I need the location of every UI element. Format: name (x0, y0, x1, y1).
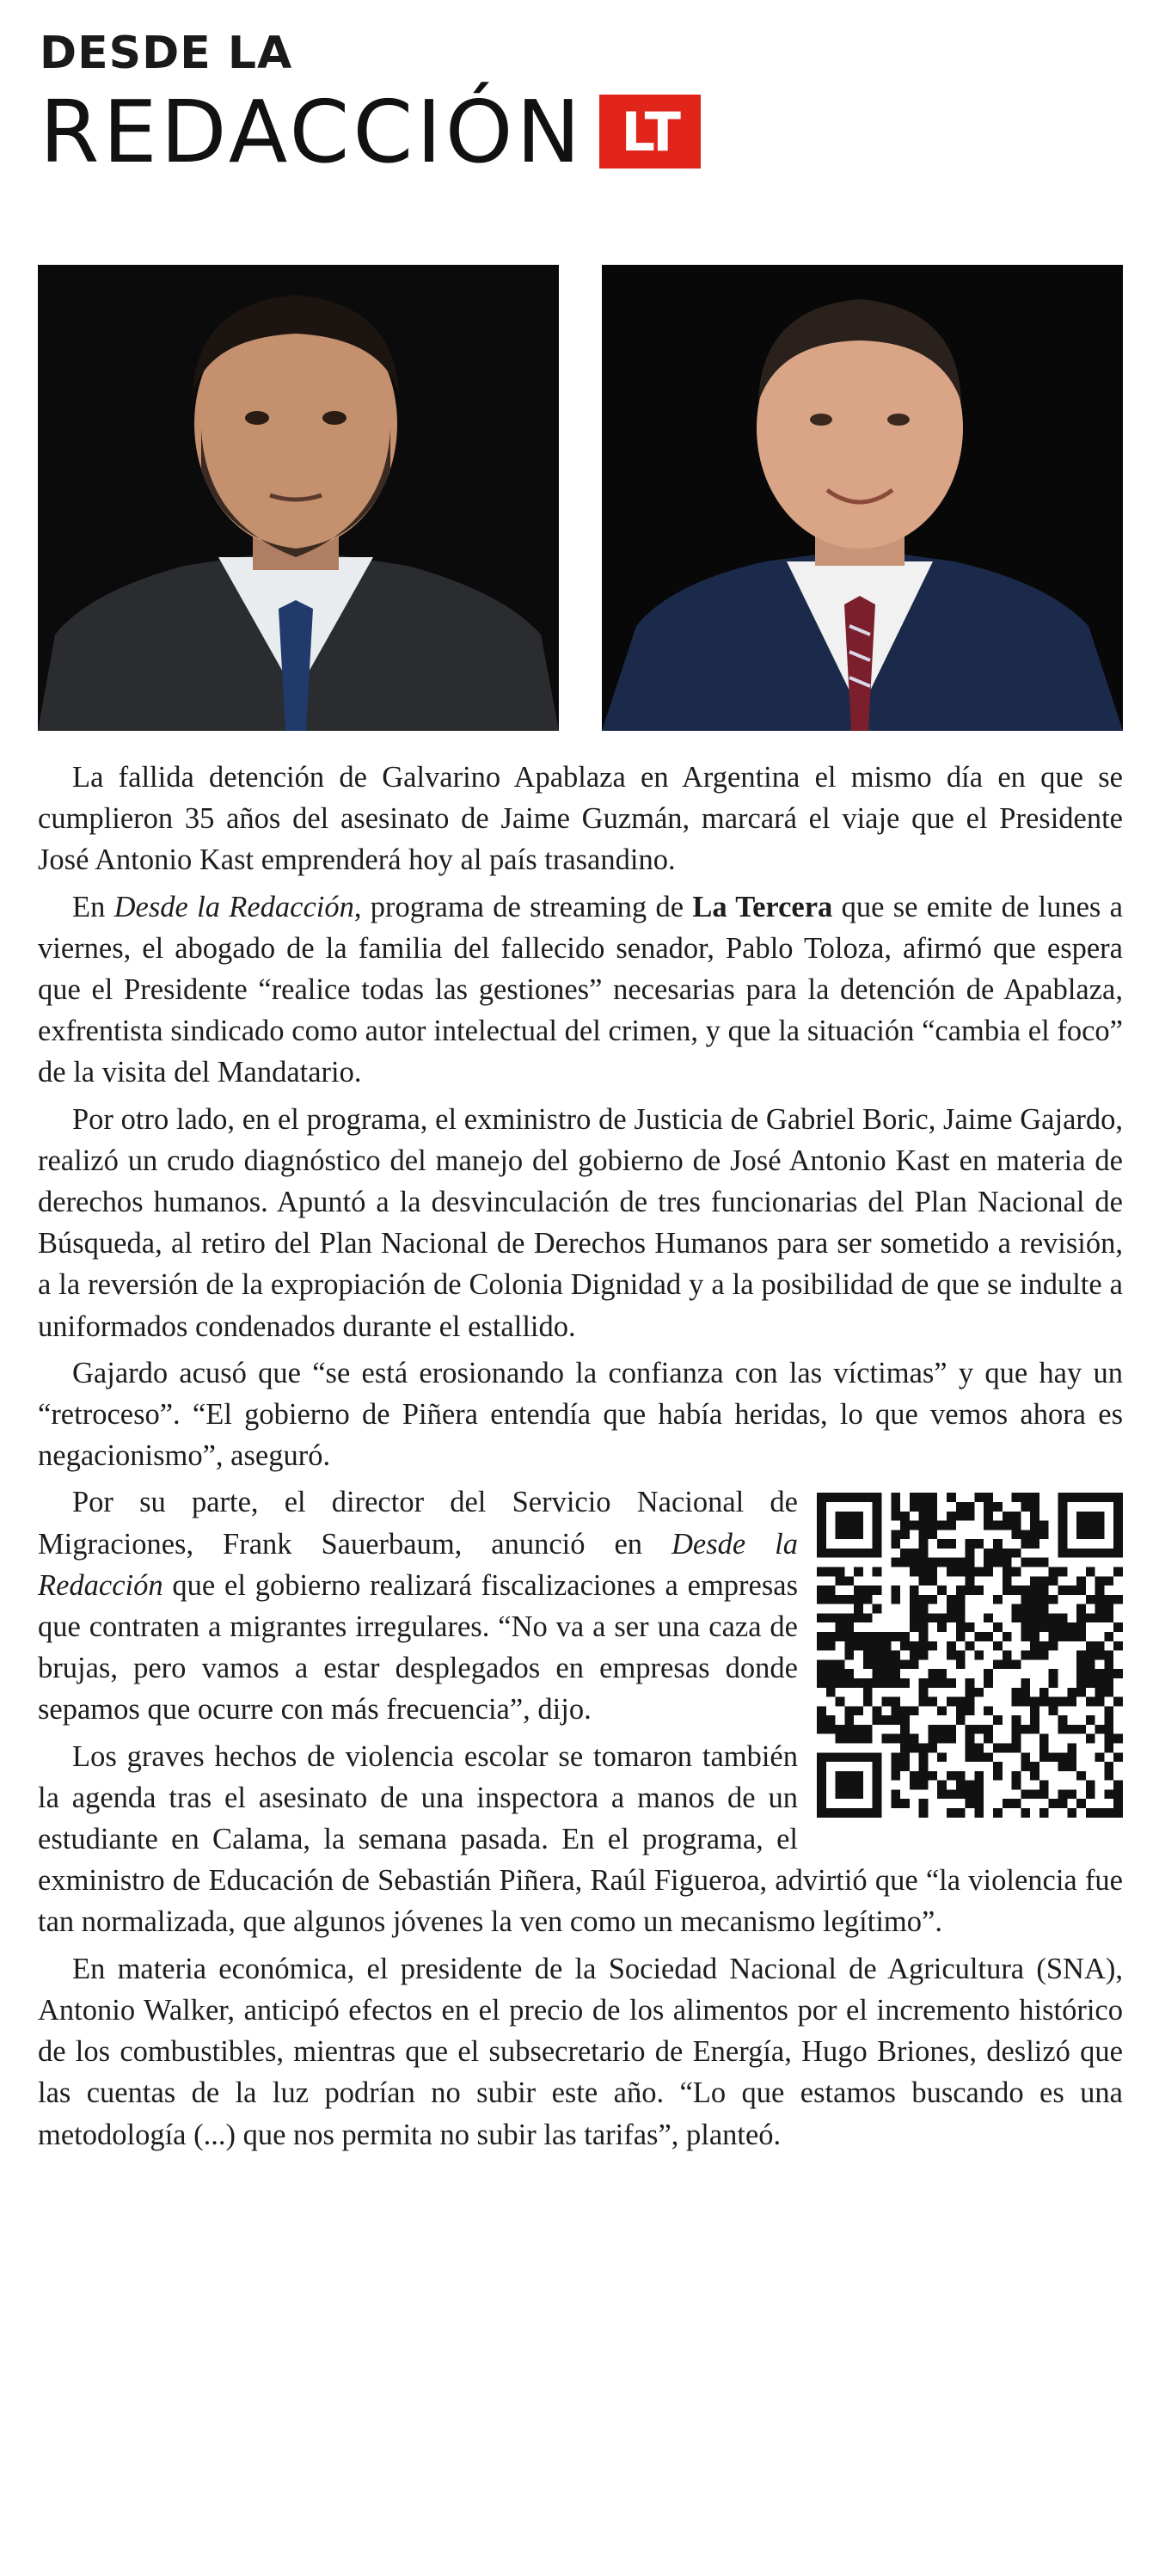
portrait-illustration-left (38, 265, 559, 731)
newspaper-name-bold: La Tercera (692, 890, 833, 923)
section-headline: REDACCIÓN (40, 82, 585, 182)
portrait-photo-left (38, 265, 559, 731)
qr-code-icon[interactable] (817, 1492, 1123, 1819)
portrait-photo-right (602, 265, 1123, 731)
qr-code-graphic[interactable] (817, 1492, 1123, 1819)
article-paragraph-1: La fallida detención de Galvarino Apablaza en Argentina el mismo día en que se cumplieron 35 años del asesinato de Jaime Guzmán, marcará el viaje que el Presidente José Antonio Kast emprenderá hoy al país trasandino. (38, 761, 1123, 877)
paragraph-text: En (72, 890, 114, 923)
paragraph-text: que el gobierno realizará fiscalizaciones a empresas que contraten a migrantes irregulares. “No va a ser una caza de brujas, pero vamos a estar desplegados en empresas donde sepamos que ocurre con más frecuencia”, dijo. (38, 1568, 798, 1727)
section-header (40, 28, 701, 182)
article-paragraph-4: Gajardo acusó que “se está erosionando la confianza con las víctimas” y que hay un “retroceso”. “El gobierno de Piñera entendía que había heridas, lo que vemos ahora es negacionismo”, aseguró. (38, 1356, 1123, 1473)
portrait-illustration-right (602, 265, 1123, 731)
article-paragraph-3: Por otro lado, en el programa, el exministro de Justicia de Gabriel Boric, Jaime Gajardo, realizó un crudo diagnóstico del manejo del gobierno de José Antonio Kast en materia de derechos humanos. Apuntó a la desvinculación de tres funcionarias del Plan Nacional de Búsqueda, al retiro del Plan Nacional de Derechos Humanos para ser sometido a revisión, a la reversión de la expropiación de Colonia Dignidad y a la posibilidad de que se indulte a uniformados condenados durante el estallido. (38, 1102, 1123, 1343)
paragraph-text: , programa de streaming de (353, 890, 693, 923)
article-paragraph-7: En materia económica, el presidente de la Sociedad Nacional de Agricultura (SNA), Antonio Walker, anticipó efectos en el precio de los alimentos por el incremento histórico de los combustibles, mientras que el subsecretario de Energía, Hugo Briones, deslizó que las cuentas de la luz podrían no subir este año. “Lo que estamos buscando es una metodología (...) que nos permita no subir las tarifas”, planteó. (38, 1952, 1123, 2151)
headline-row (40, 82, 701, 182)
paragraph-text: Por su parte, el director del Servicio Nacional de Migraciones, Frank Sauerbaum, anunció en (38, 1486, 798, 1561)
program-name-italic: Desde la Redacción (38, 1527, 798, 1602)
section-kicker: DESDE LA (40, 28, 293, 79)
lt-logo-icon: LT (599, 95, 701, 169)
paragraph-text: que se emite de lunes a viernes, el abogado de la familia del fallecido senador, Pablo Toloza, afirmó que espera que el Presidente “realice todas las gestiones” necesarias para la detención de Apablaza, exfrentista sindicado como autor intelectual del crimen, y que la situación “cambia el foco” de la visita del Mandatario. (38, 890, 1123, 1089)
program-name-italic: Desde la Redacción (113, 890, 354, 923)
article-paragraph-2 (38, 886, 1123, 1094)
article-body (38, 757, 1123, 2161)
article-paragraph-6: Los graves hechos de violencia escolar se tomaron también la agenda tras el asesinato de una inspectora a manos de un estudiante en Calama, la semana pasada. En el programa, el exministro de Educación de Sebastián Piñera, Raúl Figueroa, advirtió que “la violencia fue tan normalizada, que algunos jóvenes la ven como un mecanismo legítimo”. (38, 1739, 1123, 1939)
